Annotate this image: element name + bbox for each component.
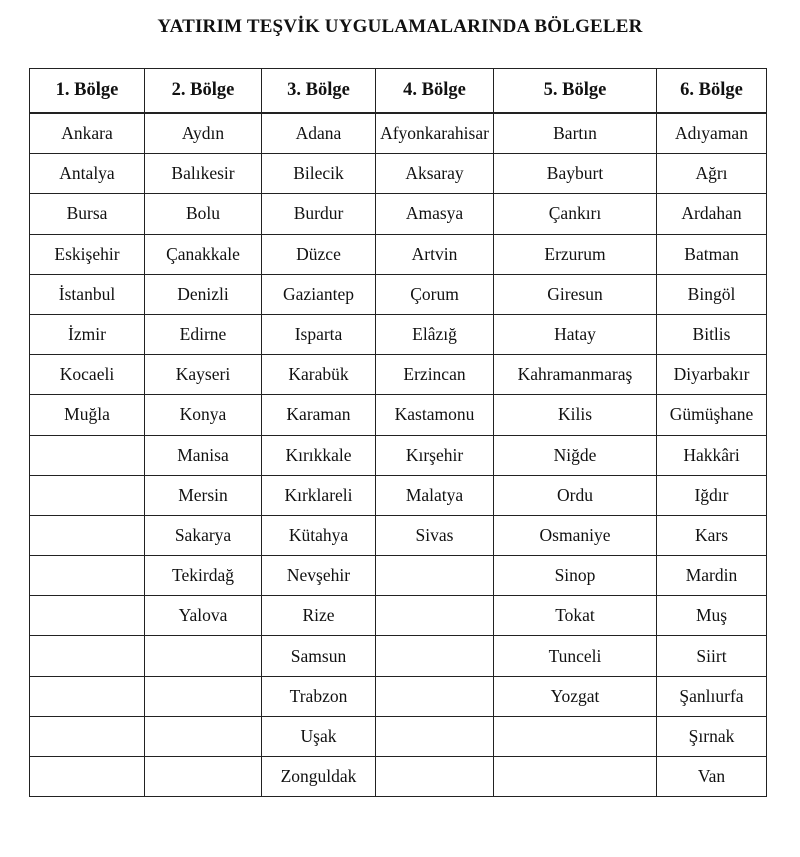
province-cell: Düzce xyxy=(262,234,376,274)
page-title: YATIRIM TEŞVİK UYGULAMALARINDA BÖLGELER xyxy=(157,16,643,37)
province-cell: Iğdır xyxy=(657,475,767,515)
header-region-4: 4. Bölge xyxy=(376,69,494,114)
table-row xyxy=(30,274,767,314)
province-cell xyxy=(376,596,494,636)
table-row xyxy=(30,757,767,797)
province-cell: Mardin xyxy=(657,556,767,596)
province-cell xyxy=(30,596,145,636)
province-cell: Sakarya xyxy=(145,515,262,555)
table-row xyxy=(30,113,767,154)
province-cell: Çorum xyxy=(376,274,494,314)
province-cell: Tunceli xyxy=(494,636,657,676)
province-cell: Şanlıurfa xyxy=(657,676,767,716)
province-cell: Bilecik xyxy=(262,154,376,194)
header-row xyxy=(30,69,767,114)
province-cell: Çanakkale xyxy=(145,234,262,274)
province-cell: Bitlis xyxy=(657,314,767,354)
header-region-6: 6. Bölge xyxy=(657,69,767,114)
province-cell xyxy=(376,716,494,756)
province-cell: Osmaniye xyxy=(494,515,657,555)
province-cell xyxy=(145,676,262,716)
province-cell: Bayburt xyxy=(494,154,657,194)
province-cell: Eskişehir xyxy=(30,234,145,274)
province-cell: Balıkesir xyxy=(145,154,262,194)
province-cell: Diyarbakır xyxy=(657,355,767,395)
province-cell: Giresun xyxy=(494,274,657,314)
province-cell xyxy=(30,556,145,596)
province-cell: Adana xyxy=(262,113,376,154)
province-cell: Şırnak xyxy=(657,716,767,756)
province-cell: Tekirdağ xyxy=(145,556,262,596)
province-cell: Kütahya xyxy=(262,515,376,555)
header-region-2: 2. Bölge xyxy=(145,69,262,114)
province-cell xyxy=(376,757,494,797)
table-row xyxy=(30,636,767,676)
province-cell: Bolu xyxy=(145,194,262,234)
province-cell: Kars xyxy=(657,515,767,555)
table-row xyxy=(30,355,767,395)
province-cell: Ardahan xyxy=(657,194,767,234)
province-cell: Kayseri xyxy=(145,355,262,395)
province-cell: Ordu xyxy=(494,475,657,515)
province-cell: Gaziantep xyxy=(262,274,376,314)
table-row xyxy=(30,475,767,515)
table-body xyxy=(30,113,767,797)
table-row xyxy=(30,395,767,435)
province-cell: Sinop xyxy=(494,556,657,596)
table-row xyxy=(30,676,767,716)
province-cell: İzmir xyxy=(30,314,145,354)
province-cell: Elâzığ xyxy=(376,314,494,354)
province-cell: Adıyaman xyxy=(657,113,767,154)
province-cell xyxy=(494,716,657,756)
table-row xyxy=(30,314,767,354)
province-cell xyxy=(30,435,145,475)
province-cell: Kırklareli xyxy=(262,475,376,515)
province-cell: Muğla xyxy=(30,395,145,435)
province-cell: Erzurum xyxy=(494,234,657,274)
province-cell: Kırşehir xyxy=(376,435,494,475)
table-row xyxy=(30,716,767,756)
province-cell: Kastamonu xyxy=(376,395,494,435)
province-cell xyxy=(30,757,145,797)
table-row xyxy=(30,556,767,596)
province-cell xyxy=(494,757,657,797)
table-row xyxy=(30,154,767,194)
province-cell xyxy=(30,716,145,756)
province-cell: Uşak xyxy=(262,716,376,756)
header-region-3: 3. Bölge xyxy=(262,69,376,114)
table-row xyxy=(30,234,767,274)
province-cell: Samsun xyxy=(262,636,376,676)
province-cell: Hakkâri xyxy=(657,435,767,475)
table-row xyxy=(30,194,767,234)
province-cell: Kahramanmaraş xyxy=(494,355,657,395)
regions-table xyxy=(29,68,767,797)
header-region-5: 5. Bölge xyxy=(494,69,657,114)
province-cell: Aydın xyxy=(145,113,262,154)
province-cell: Yalova xyxy=(145,596,262,636)
province-cell: Yozgat xyxy=(494,676,657,716)
province-cell: Nevşehir xyxy=(262,556,376,596)
province-cell xyxy=(145,757,262,797)
province-cell: Karaman xyxy=(262,395,376,435)
province-cell: Trabzon xyxy=(262,676,376,716)
province-cell: Konya xyxy=(145,395,262,435)
province-cell xyxy=(376,676,494,716)
province-cell: Aksaray xyxy=(376,154,494,194)
province-cell: Kocaeli xyxy=(30,355,145,395)
province-cell xyxy=(145,636,262,676)
province-cell: Denizli xyxy=(145,274,262,314)
header-region-1: 1. Bölge xyxy=(30,69,145,114)
province-cell xyxy=(30,475,145,515)
province-cell: Bingöl xyxy=(657,274,767,314)
table-row xyxy=(30,596,767,636)
province-cell: Rize xyxy=(262,596,376,636)
province-cell: Malatya xyxy=(376,475,494,515)
province-cell: Bursa xyxy=(30,194,145,234)
province-cell xyxy=(30,636,145,676)
province-cell: Tokat xyxy=(494,596,657,636)
province-cell: Van xyxy=(657,757,767,797)
province-cell: Ankara xyxy=(30,113,145,154)
province-cell: Siirt xyxy=(657,636,767,676)
province-cell xyxy=(30,515,145,555)
province-cell: Amasya xyxy=(376,194,494,234)
province-cell: Niğde xyxy=(494,435,657,475)
province-cell: Antalya xyxy=(30,154,145,194)
province-cell: Manisa xyxy=(145,435,262,475)
province-cell: Isparta xyxy=(262,314,376,354)
province-cell: Bartın xyxy=(494,113,657,154)
province-cell: Burdur xyxy=(262,194,376,234)
table-row xyxy=(30,515,767,555)
province-cell: Zonguldak xyxy=(262,757,376,797)
province-cell: Artvin xyxy=(376,234,494,274)
province-cell: Ağrı xyxy=(657,154,767,194)
province-cell xyxy=(376,556,494,596)
province-cell: Afyonkarahisar xyxy=(376,113,494,154)
province-cell: Mersin xyxy=(145,475,262,515)
province-cell: Sivas xyxy=(376,515,494,555)
province-cell: Kırıkkale xyxy=(262,435,376,475)
province-cell: Edirne xyxy=(145,314,262,354)
province-cell xyxy=(30,676,145,716)
province-cell: Karabük xyxy=(262,355,376,395)
province-cell: Kilis xyxy=(494,395,657,435)
province-cell xyxy=(376,636,494,676)
province-cell: Erzincan xyxy=(376,355,494,395)
province-cell: Hatay xyxy=(494,314,657,354)
province-cell: Çankırı xyxy=(494,194,657,234)
province-cell: Muş xyxy=(657,596,767,636)
province-cell: İstanbul xyxy=(30,274,145,314)
province-cell: Gümüşhane xyxy=(657,395,767,435)
table-row xyxy=(30,435,767,475)
province-cell: Batman xyxy=(657,234,767,274)
province-cell xyxy=(145,716,262,756)
